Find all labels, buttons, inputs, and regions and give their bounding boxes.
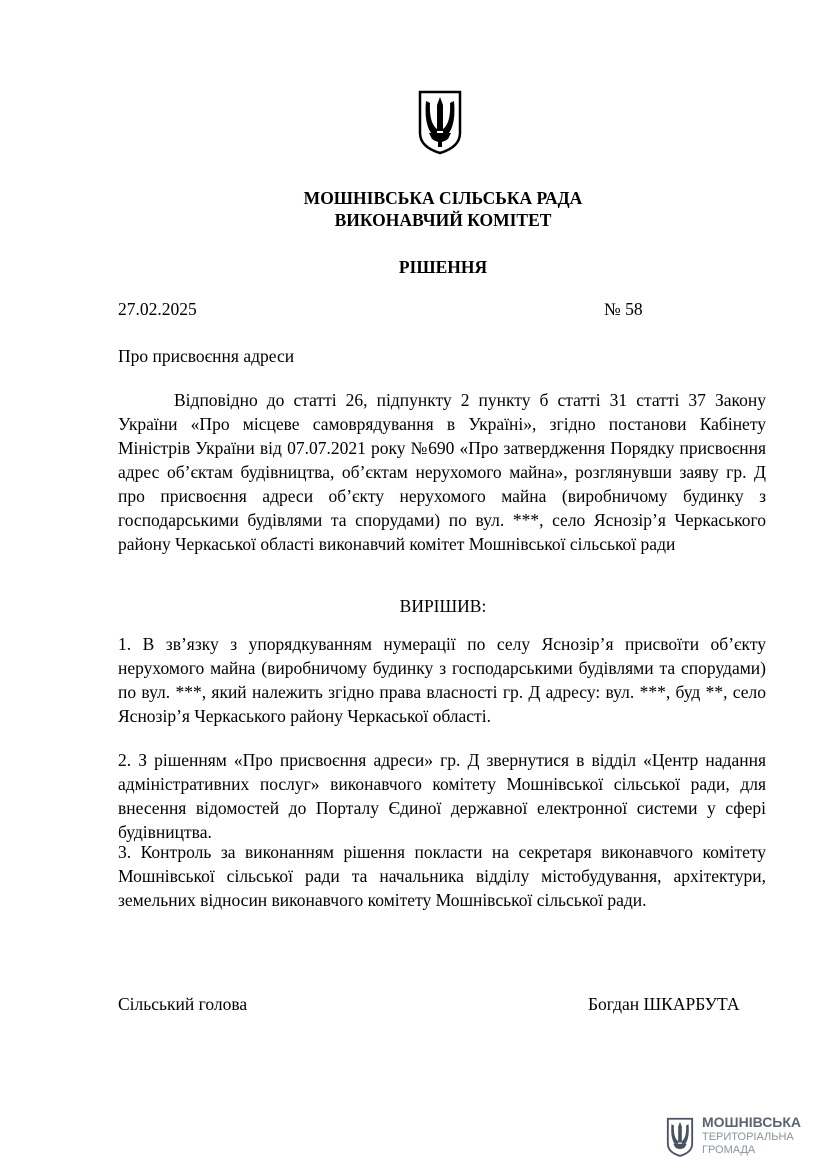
logo-line-1: МОШНІВСЬКА (702, 1114, 802, 1130)
preamble-paragraph: Відповідно до статті 26, підпункту 2 пункту б статті 31 статті 37 Закону України «Про місцеве самоврядування в Україні», згідно постанови Кабінету Міністрів України від 07.07.2021 року №690 «Про затвердження Порядку присвоєння адрес об’єктам будівництва, об’єктам нерухомого майна», розглянувши заяву гр. Д про присвоєння адреси об’єкту нерухомого майна (виробничому будинку з господарськими будівлями та спорудами) по вул. ***, село Яснозір’я Черкаського району Черкаської області виконавчий комітет Мошнівської сільської ради (118, 390, 766, 554)
council-title: МОШНІВСЬКА СІЛЬСЬКА РАДА (303, 188, 583, 208)
signatory-position: Сільський голова (118, 994, 248, 1014)
document-subject: Про присвоєння адреси (118, 346, 295, 366)
decision-item-3: 3. Контроль за виконанням рішення покласти на секретаря виконавчого комітету Мошнівської сільської ради та начальника відділу містобудування, архітектури, земельних відносин виконавчого комітету Мошнівської сільської ради. (118, 842, 766, 910)
document-type-title: РІШЕННЯ (398, 257, 488, 277)
committee-title: ВИКОНАВЧИЙ КОМІТЕТ (334, 210, 552, 230)
trident-logo-icon (666, 1114, 694, 1160)
community-logo (666, 1114, 816, 1164)
logo-line-2: ТЕРИТОРІАЛЬНА (702, 1131, 794, 1143)
document-date: 27.02.2025 (118, 299, 197, 319)
decision-item-1: 1. В зв’язку з упорядкуванням нумерації по селу Яснозір’я присвоїти об’єкту нерухомого майна (виробничому будинку з господарськими будівлями та спорудами) по вул. ***, який належить згідно права власності гр. Д адресу: вул. ***, буд **, село Яснозір’я Черкаського району Черкаської області. (118, 634, 766, 726)
decided-heading: ВИРІШИВ: (399, 596, 487, 616)
logo-line-3: ГРОМАДА (702, 1144, 756, 1156)
trident-coat-of-arms-icon (417, 89, 463, 155)
decision-item-2: 2. З рішенням «Про присвоєння адреси» гр. Д звернутися в відділ «Центр надання адміністративних послуг» виконавчого комітету Мошнівської сільської ради, для внесення відомостей до Порталу Єдиної державної електронної системи у сфері будівництва. (118, 750, 766, 842)
document-number: № 58 (604, 299, 643, 319)
signatory-name: Богдан ШКАРБУТА (588, 994, 740, 1014)
